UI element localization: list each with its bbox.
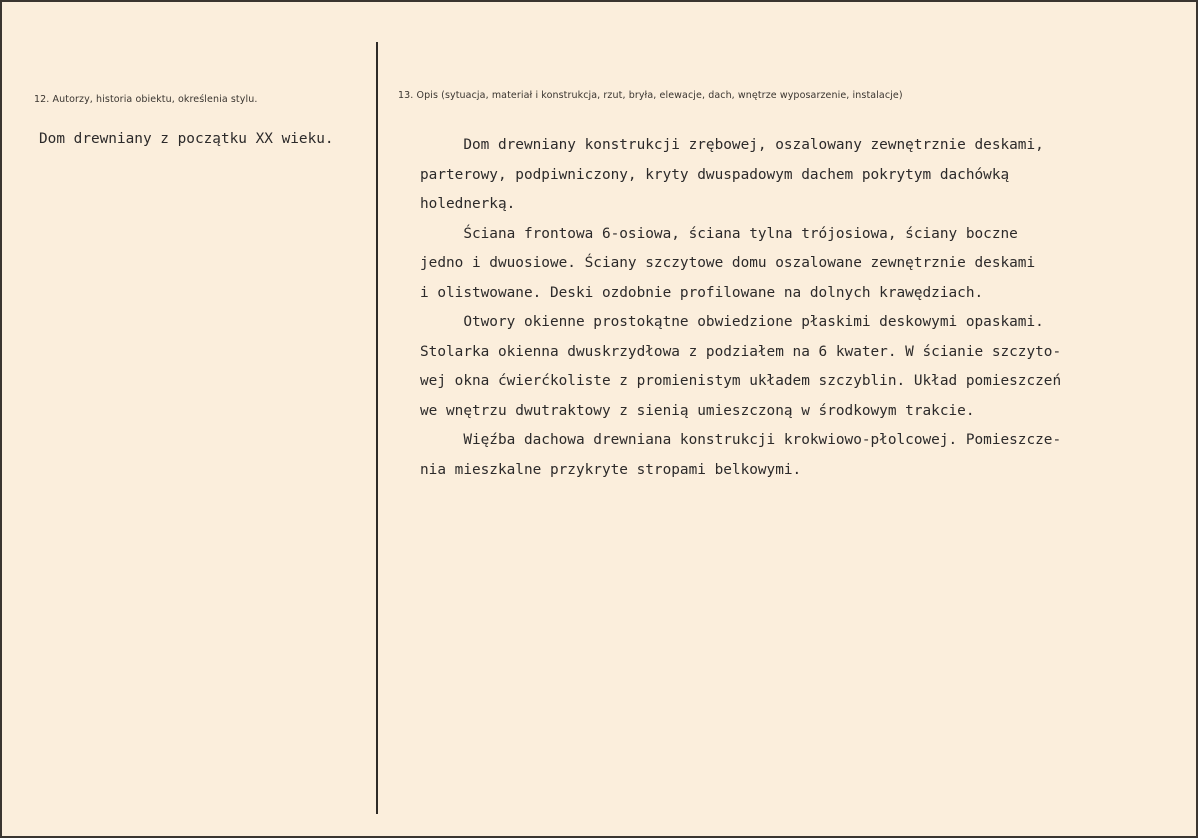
description-line: i olistwowane. Deski ozdobnie profilowane na dolnych krawędziach. [420, 284, 984, 301]
column-divider [376, 42, 378, 814]
description-line: Stolarka okienna dwuskrzydłowa z podziałem na 6 kwater. W ścianie szczyto- [420, 343, 1062, 360]
description-line: Więźba dachowa drewniana konstrukcji krokwiowo-płolcowej. Pomieszcze- [420, 432, 1062, 448]
description-line: we wnętrzu dwutraktowy z sienią umieszczoną w środkowym trakcie. [420, 402, 975, 419]
description-line: holednerką. [420, 196, 516, 212]
description-line: parterowy, podpiwniczony, kryty dwuspadowym dachem pokrytym dachówką [420, 166, 1010, 183]
description-line: jedno i dwuosiowe. Ściany szczytowe domu oszalowane zewnętrznie deskami [420, 255, 1036, 271]
field-13-label: 13. Opis (sytuacja, materiał i konstrukcja, rzut, bryła, elewacje, dach, wnętrze wyposarzenie, instalacje) [398, 90, 903, 101]
description-line: nia mieszkalne przykryte stropami belkowymi. [420, 461, 802, 478]
field-12-text: Dom drewniany z początku XX wieku. [39, 131, 334, 147]
description-line: Otwory okienne prostokątne obwiedzione płaskimi deskowymi opaskami. [420, 314, 1044, 330]
description-line: Dom drewniany konstrukcji zrębowej, oszalowany zewnętrznie deskami, [420, 137, 1044, 153]
field-13-text [420, 131, 1061, 485]
field-12-label: 12. Autorzy, historia obiektu, określenia stylu. [34, 94, 258, 105]
description-line: wej okna ćwierćkoliste z promienistym układem szczyblin. Układ pomieszczeń [420, 373, 1062, 389]
description-line: Ściana frontowa 6-osiowa, ściana tylna trójosiowa, ściany boczne [420, 225, 1018, 242]
